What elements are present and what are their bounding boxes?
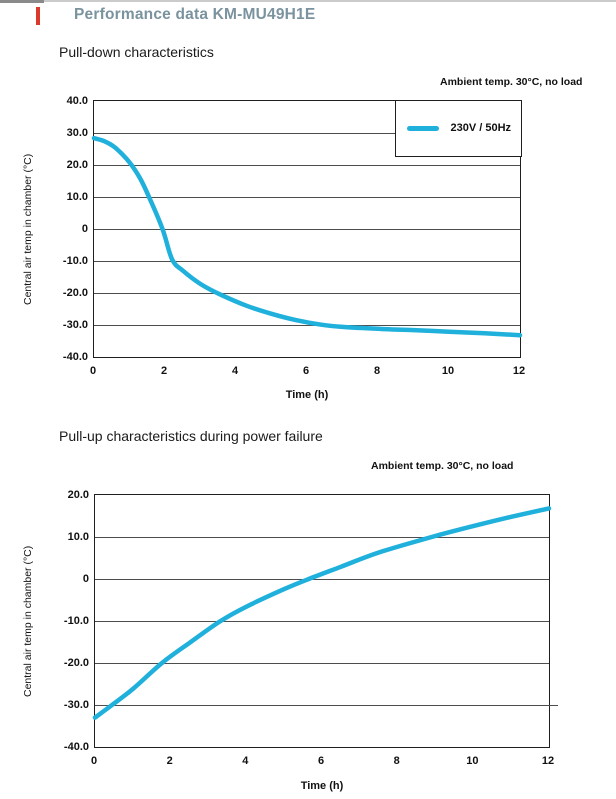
x-tick-label: 0 [89, 365, 97, 377]
y-tick-label: -40.0 [63, 741, 89, 753]
legend-box [395, 100, 522, 157]
y-tick-label: 10.0 [66, 191, 88, 203]
top-border-dark-segment [0, 0, 44, 3]
x-tick-label: 8 [373, 365, 381, 377]
y-tick-label: -20.0 [62, 287, 88, 299]
red-accent-bar [36, 7, 40, 25]
y-tick-label: 30.0 [66, 127, 88, 139]
x-tick-label: 2 [160, 365, 168, 377]
x-tick-label: 4 [231, 365, 239, 377]
y-tick-label: -20.0 [63, 657, 89, 669]
pullup-chart-title: Pull-up characteristics during power failure [59, 428, 323, 444]
y-tick-label: -30.0 [63, 699, 89, 711]
x-tick-label: 0 [90, 755, 98, 767]
legend-line-swatch [407, 126, 439, 131]
page-title: Performance data KM-MU49H1E [74, 6, 316, 23]
x-tick-label: 8 [393, 755, 400, 767]
y-tick-label: -30.0 [62, 319, 88, 331]
legend-label: 230V / 50Hz [450, 122, 512, 134]
y-tick-label: 0 [82, 573, 89, 585]
pulldown-ambient-note: Ambient temp. 30°C, no load [440, 76, 583, 88]
y-tick-label: -10.0 [62, 255, 88, 267]
y-tick-label: -10.0 [63, 615, 89, 627]
pulldown-plot-area [93, 100, 521, 358]
y-tick-label: 20.0 [66, 159, 88, 171]
pullup-ambient-note: Ambient temp. 30°C, no load [371, 460, 514, 472]
y-tick-label: 40.0 [66, 95, 88, 107]
x-tick-label: 12 [512, 365, 526, 377]
pulldown-x-axis-title: Time (h) [285, 389, 329, 401]
pulldown-y-axis-title: Central air temp in chamber (°C) [22, 153, 34, 305]
pullup-y-axis-title: Central air temp in chamber (°C) [22, 545, 34, 697]
x-tick-label: 2 [166, 755, 173, 767]
x-tick-label: 10 [441, 365, 455, 377]
x-tick-label: 4 [242, 755, 249, 767]
top-border [0, 0, 616, 2]
x-tick-label: 12 [541, 755, 555, 767]
y-tick-label: 10.0 [67, 531, 89, 543]
temperature-curve [95, 495, 549, 747]
y-tick-label: -40.0 [62, 351, 88, 363]
pullup-x-axis-title: Time (h) [300, 780, 344, 792]
x-tick-label: 6 [317, 755, 325, 767]
pullup-plot-area [94, 494, 550, 748]
pulldown-chart-title: Pull-down characteristics [59, 44, 214, 60]
y-tick-label: 0 [81, 223, 88, 235]
x-tick-label: 10 [466, 755, 479, 767]
y-tick-label: 20.0 [67, 489, 89, 501]
x-tick-label: 6 [302, 365, 310, 377]
